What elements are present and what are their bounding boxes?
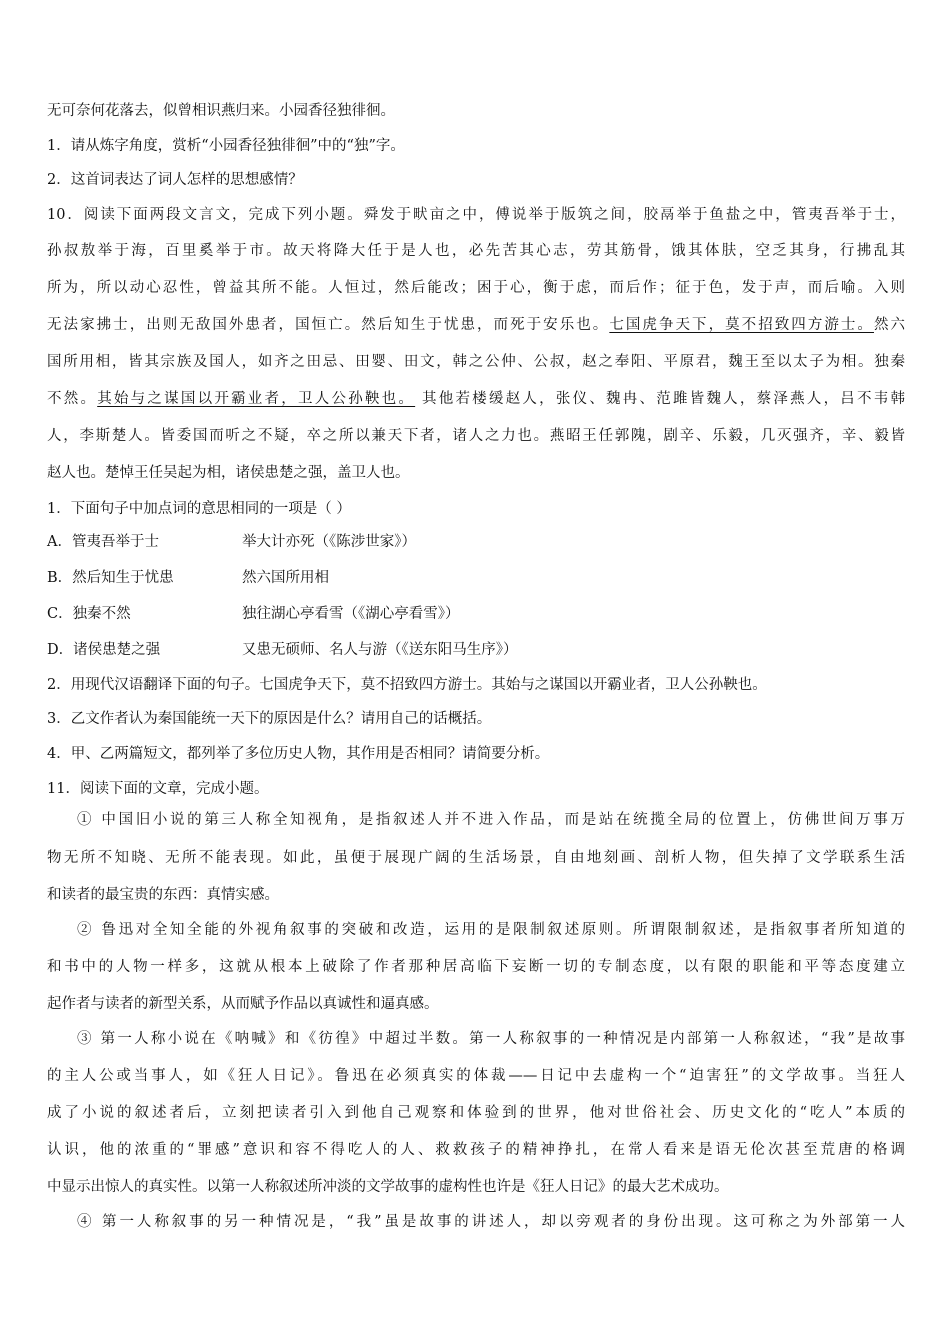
q10-subquestion-3: 3．乙文作者认为秦国能统一天下的原因是什么？请用自己的话概括。 — [47, 711, 492, 727]
q10-text-segment: 然六 — [873, 317, 906, 333]
paragraph-1-line: 和读者的最宝贵的东西：真情实感。 — [47, 887, 279, 903]
paragraph-3-line: 中显示出惊人的真实性。以第一人称叙述所冲淡的文学故事的虚构性也许是《狂人日记》的最大艺术成功。 — [47, 1179, 729, 1195]
paragraph-2-line: 起作者与读者的新型关系，从而赋予作品以真诚性和逼真感。 — [47, 996, 439, 1012]
q10-text-segment: 其他若楼缓赵人，张仪、魏冉、范雎皆魏人，蔡泽燕人，吕不韦韩 — [415, 391, 906, 407]
q10-text-segment: 无法家拂士，出则无敌国外患者，国恒亡。然后知生于忧患，而死于安乐也。 — [47, 317, 610, 333]
poem-tail-line: 无可奈何花落去，似曾相识燕归来。小园香径独徘徊。 — [47, 103, 395, 119]
paragraph-3-line: ③ 第一人称小说在《呐喊》和《彷徨》中超过半数。第一人称叙事的一种情况是内部第一人称叙述，“我”是故事 — [77, 1031, 905, 1047]
q10-text-line: 国所用相，皆其宗族及国人，如齐之田忌、田婴、田文，韩之公仲、公叔，赵之奉阳、平原君，魏王至以太子为相。独秦 — [47, 354, 905, 370]
q10-subquestion-2: 2．用现代汉语翻译下面的句子。七国虎争天下，莫不招致四方游士。其始与之谋国以开霸业者，卫人公孙鞅也。 — [47, 677, 767, 693]
q10-subquestion-1: 1．下面句子中加点词的意思相同的一项是（ ） — [47, 501, 351, 517]
q10-text-line — [47, 315, 905, 335]
q10-text-segment: 不然。 — [47, 391, 98, 407]
q10-text-line: 赵人也。楚悼王任吴起为相，诸侯患楚之强，盖卫人也。 — [47, 465, 410, 481]
q10-text-line: 所为，所以动心忍性，曾益其所不能。人恒过，然后能改；困于心，衡于虑，而后作；征于色，发于声，而后喻。入则 — [47, 280, 905, 296]
q10-text-line: 孙叔敖举于海，百里奚举于市。故天将降大任于是人也，必先苦其心志，劳其筋骨，饿其体肤，空乏其身，行拂乱其 — [47, 243, 905, 259]
paragraph-2-line: ② 鲁迅对全知全能的外视角叙事的突破和改造，运用的是限制叙述原则。所谓限制叙述，是指叙事者所知道的 — [77, 922, 905, 938]
q10-text-line: 人，李斯楚人。皆委国而听之不疑，卒之所以兼天下者，诸人之力也。燕昭王任郭隗，剧辛、乐毅，几灭强齐，辛、毅皆 — [47, 428, 905, 444]
q10-text-line — [47, 389, 905, 409]
q10-text-line: 10．阅读下面两段文言文，完成下列小题。舜发于畎亩之中，傅说举于版筑之间，胶鬲举于鱼盐之中，管夷吾举于士， — [47, 207, 905, 223]
q10-subquestion-4: 4．甲、乙两篇短文，都列举了多位历史人物，其作用是否相同？请简要分析。 — [47, 746, 550, 762]
paragraph-2-line: 和书中的人物一样多，这就从根本上破除了作者那种居高临下妄断一切的专制态度，以有限的职能和平等态度建立 — [47, 959, 905, 975]
option-label: A．管夷吾举于士 — [47, 534, 159, 550]
poem-question-1: 1．请从炼字角度，赏析“小园香径独徘徊”中的“独”字。 — [47, 138, 405, 154]
option-compare: 举大计亦死（《陈涉世家》） — [242, 534, 416, 550]
underlined-sentence: 其始与之谋国以开霸业者，卫人公孙鞅也。 — [97, 391, 416, 407]
paragraph-3-line: 成了小说的叙述者后，立刻把读者引入到他自己观察和体验到的世界，他对世俗社会、历史文化的“吃人”本质的 — [47, 1105, 905, 1121]
option-label: B．然后知生于忧患 — [47, 570, 174, 586]
option-compare: 然六国所用相 — [242, 570, 329, 586]
paragraph-1-line: 物无所不知晓、无所不能表现。如此，虽便于展现广阔的生活场景，自由地刻画、剖析人物，但失掉了文学联系生活 — [47, 850, 905, 866]
paragraph-3-line: 认识，他的浓重的“罪感”意识和容不得吃人的人、救救孩子的精神挣扎，在常人看来是语无伦次甚至荒唐的格调 — [47, 1142, 905, 1158]
paragraph-4-line: ④ 第一人称叙事的另一种情况是，“我”虽是故事的讲述人，却以旁观者的身份出现。这可称之为外部第一人 — [77, 1214, 905, 1230]
option-label: D．诸侯患楚之强 — [47, 642, 161, 658]
paragraph-3-line: 的主人公或当事人，如《狂人日记》。鲁迅在必须真实的体裁——日记中去虚构一个“迫害狂”的文学故事。当狂人 — [47, 1068, 905, 1084]
option-label: C．独秦不然 — [47, 606, 131, 622]
underlined-sentence: 七国虎争天下，莫不招致四方游士。 — [609, 317, 874, 333]
paragraph-1-line: ① 中国旧小说的第三人称全知视角，是指叙述人并不进入作品，而是站在统揽全局的位置上，仿佛世间万事万 — [77, 812, 905, 828]
q11-title: 11．阅读下面的文章，完成小题。 — [47, 781, 269, 797]
option-compare: 又患无硕师、名人与游（《送东阳马生序》） — [242, 642, 518, 658]
option-compare: 独往湖心亭看雪（《湖心亭看雪》） — [242, 606, 460, 622]
poem-question-2: 2．这首词表达了词人怎样的思想感情？ — [47, 172, 303, 188]
